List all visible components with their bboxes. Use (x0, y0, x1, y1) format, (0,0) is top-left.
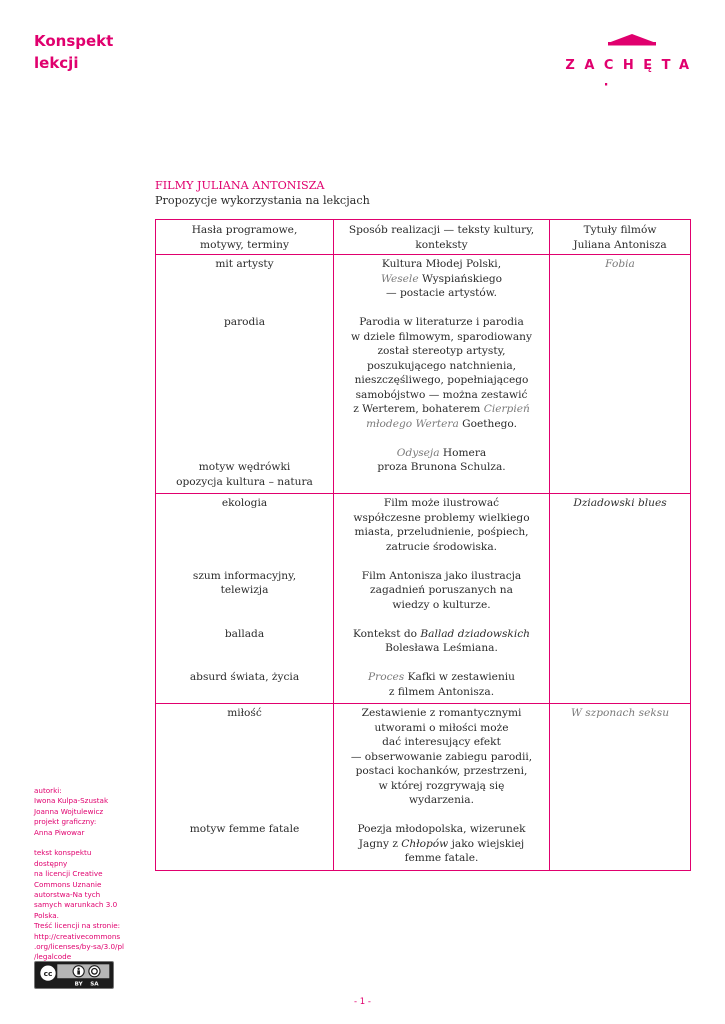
cell-line (338, 554, 545, 569)
cell-line: miłość (227, 707, 262, 719)
cell-line (160, 808, 329, 823)
method-cell (334, 255, 550, 494)
header-keywords: Hasła programowe, motywy, terminy (156, 220, 334, 255)
cell-line: współczesne problemy wielkiego (353, 511, 530, 524)
cell-line (160, 330, 329, 345)
logo-roof-icon (608, 34, 656, 43)
document-title (34, 30, 113, 74)
cell-line: wydarzenia. (409, 794, 474, 806)
section-heading (155, 178, 370, 208)
cc-by-sa-badge (34, 961, 114, 989)
title-line-1: Konspekt (34, 32, 114, 50)
page-number: - 1 - (354, 997, 371, 1007)
cell-line (160, 388, 329, 403)
cell-line: nieszczęśliwego, popełniającego (354, 374, 529, 386)
cell-line (160, 344, 329, 359)
cell-line (338, 656, 545, 671)
cell-line (160, 540, 329, 555)
cell-line (160, 612, 329, 627)
cell-line (160, 431, 329, 446)
cell-line: Parodia w literaturze i parodia (359, 316, 524, 328)
keywords-cell (156, 255, 334, 494)
cell-line: Zestawienie z romantycznymi (361, 707, 522, 719)
by-label: BY (74, 981, 83, 988)
cell-line: Bolesława Leśmiana. (385, 642, 498, 654)
cell-line (160, 417, 329, 432)
credit-line: samych warunkach 3.0 (34, 900, 118, 910)
cell-line (338, 612, 545, 627)
cell-line: miasta, przeludnienie, pośpiech, (354, 526, 529, 538)
cc-logo-text: cc (43, 968, 53, 978)
cell-line: Film może ilustrować (383, 497, 500, 509)
method-cell (334, 494, 550, 704)
cell-line: Kontekst do Ballad dziadowskich (352, 627, 530, 640)
cell-line (160, 286, 329, 301)
cell-line: szum informacyjny, (192, 569, 297, 582)
cell-line: Wesele Wyspiańskiego (380, 272, 503, 285)
credit-line: /legalcode (34, 952, 72, 962)
cell-line: Jagny z Chłopów jako wiejskiej (358, 837, 525, 850)
cell-line: ballada (224, 627, 265, 640)
keywords-cell (156, 704, 334, 871)
sa-share-icon (89, 966, 100, 977)
cell-line: z Werterem, bohaterem Cierpień (353, 403, 530, 415)
credit-line: Anna Piwowar (34, 827, 85, 837)
cell-line: Film Antonisza jako ilustracja (361, 569, 522, 582)
cell-line (160, 301, 329, 316)
credit-line: na licencji Creative (34, 869, 103, 879)
cell-line (160, 641, 329, 656)
cell-line (160, 750, 329, 765)
cell-line: wiedzy o kulturze. (392, 598, 491, 611)
cell-line (338, 301, 545, 316)
credit-line: tekst konspektu (34, 848, 92, 858)
cell-line: w której rozgrywają się (378, 779, 505, 792)
cell-line (160, 373, 329, 388)
film-title-cell (550, 255, 691, 494)
film-title: Dziadowski blues (573, 497, 667, 509)
zacheta-logo (565, 34, 699, 86)
cell-line: mit artysty (215, 258, 274, 270)
credit-line: Joanna Wojtulewicz (34, 806, 104, 816)
credit-line: Treść licencji na stronie: (34, 921, 121, 931)
cell-line: opozycja kultura – natura (176, 475, 313, 488)
credit-line (34, 838, 144, 848)
film-title-cell (550, 494, 691, 704)
cell-line: postaci kochanków, przestrzeni, (355, 765, 528, 777)
cell-line: motyw wędrówki (198, 461, 291, 473)
cell-line: z filmem Antonisza. (388, 685, 495, 698)
credit-line: Commons Uznanie (34, 879, 102, 889)
cell-line (160, 359, 329, 374)
cell-line: młodego Wertera Goethego. (366, 417, 517, 430)
cell-line: telewizja (220, 584, 269, 596)
credit-line: projekt graficzny: (34, 817, 97, 827)
cell-line: absurd świata, życia (189, 671, 300, 683)
cell-line (338, 431, 545, 446)
table-row (156, 255, 691, 494)
cell-line (160, 598, 329, 613)
film-title-cell (550, 704, 691, 871)
cell-line: ekologia (221, 497, 268, 509)
keywords-cell (156, 494, 334, 704)
header-method: Sposób realizacji — teksty kultury, konteksty (334, 220, 550, 255)
cell-line: samobójstwo — można zestawić (355, 388, 528, 401)
table-row (156, 494, 691, 704)
credits-block (34, 786, 144, 963)
cell-line: Proces Kafki w zestawieniu (368, 671, 515, 683)
cell-line (160, 402, 329, 417)
film-title: Fobia (605, 258, 635, 270)
cell-line: motyw femme fatale (189, 823, 300, 835)
cell-line: utworami o miłości może (374, 721, 509, 734)
cell-line: Kultura Młodej Polski, (381, 258, 502, 270)
cell-line (160, 779, 329, 794)
credit-line: http://creativecommons (34, 931, 121, 941)
cell-line (160, 793, 329, 808)
cell-line (160, 525, 329, 540)
cell-line: dać interesujący efekt (382, 736, 501, 748)
credit-line: dostępny (34, 858, 68, 868)
table-row (156, 704, 691, 871)
table-header-row (156, 220, 691, 255)
credit-line: autorstwa-Na tych (34, 890, 101, 900)
cell-line (160, 721, 329, 736)
cell-line: — postacie artystów. (386, 287, 497, 299)
credit-line: Iwona Kulpa-Szustak (34, 796, 109, 806)
title-line-2: lekcji (34, 54, 79, 72)
section-title: FILMY JULIANA ANTONISZA (155, 179, 325, 192)
header-films: Tytuły filmów Juliana Antonisza (550, 220, 691, 255)
credit-line: autorki: (34, 786, 62, 795)
sa-label: SA (90, 981, 99, 988)
cell-line (160, 446, 329, 461)
cell-line (160, 511, 329, 526)
cell-line (160, 272, 329, 287)
cell-line (160, 656, 329, 671)
cell-line (160, 554, 329, 569)
cell-line: zatrucie środowiska. (385, 540, 498, 553)
cell-line (338, 808, 545, 823)
cell-line: proza Brunona Schulza. (377, 461, 506, 473)
method-cell (334, 704, 550, 871)
lesson-table (155, 219, 691, 871)
cell-line: — obserwowanie zabiegu parodii, (350, 750, 533, 763)
section-subtitle: Propozycje wykorzystania na lekcjach (155, 194, 370, 207)
cell-line: poszukującego natchnienia, (366, 359, 517, 372)
cell-line: Odyseja Homera (396, 446, 487, 459)
cell-line: zagadnień poruszanych na (370, 584, 513, 596)
cell-line: w dziele filmowym, sparodiowany (351, 330, 532, 343)
logo-text: ZACHĘTA (565, 58, 699, 73)
cell-line (160, 735, 329, 750)
credit-line: .org/licenses/by-sa/3.0/pl (34, 942, 125, 952)
cell-line: Poezja młodopolska, wizerunek (357, 823, 526, 835)
credit-line: Polska. (34, 910, 59, 920)
cell-line: został stereotyp artysty, (377, 345, 506, 357)
cell-line: femme fatale. (404, 852, 479, 864)
cell-line (160, 764, 329, 779)
cell-line: parodia (223, 316, 266, 328)
film-title: W szponach seksu (570, 707, 670, 719)
